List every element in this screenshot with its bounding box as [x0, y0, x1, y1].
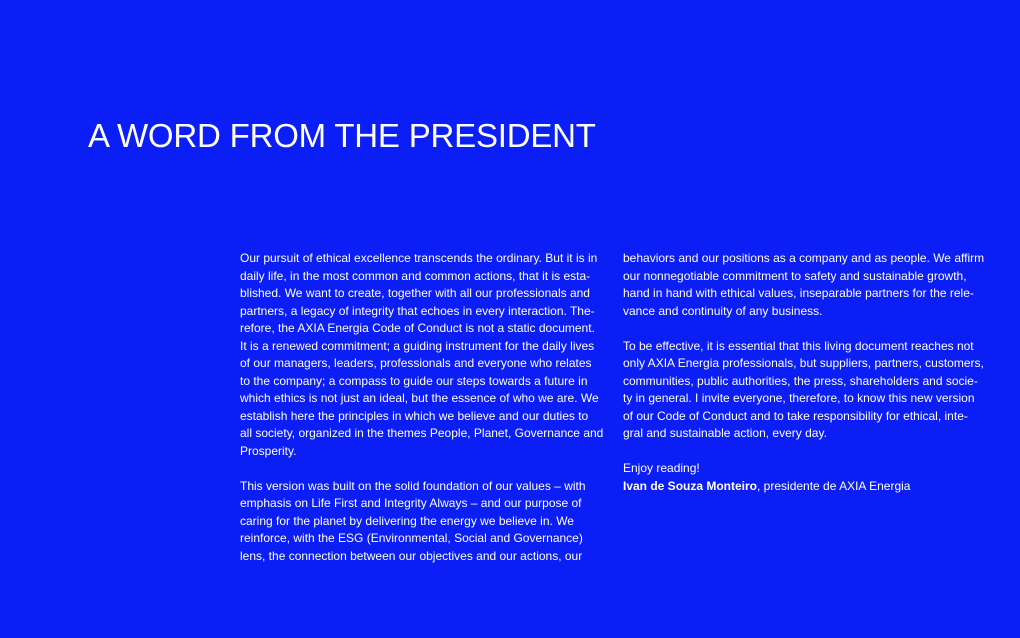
closing-line: Enjoy reading!	[623, 461, 700, 475]
text-line: This version was built on the solid foundation of our values – with	[240, 478, 586, 493]
text-line: which ethics is not just an ideal, but the essence of who we are. We	[240, 391, 599, 405]
closing-block	[623, 460, 978, 495]
text-line: lens, the connection between our objectives and our actions, our	[240, 548, 583, 563]
text-line: reinforce, with the ESG (Environmental, Social and Governance)	[240, 531, 583, 545]
text-line: To be effective, it is essential that this living document reaches not	[623, 338, 974, 353]
text-line: of our managers, leaders, professionals and everyone who relates	[240, 356, 592, 370]
page-title: A WORD FROM THE PRESIDENT	[88, 117, 596, 154]
text-line: to the company; a compass to guide our steps towards a future in	[240, 373, 588, 388]
text-line: behaviors and our positions as a company and as people. We affirm	[623, 251, 985, 265]
text-line: blished. We want to create, together with all our professionals and	[240, 286, 590, 300]
text-line: ty in general. I invite everyone, therefore, to know this new version	[623, 391, 975, 405]
paragraph-values	[240, 478, 595, 566]
text-line: our nonnegotiable commitment to safety and sustainable growth,	[623, 268, 967, 283]
paragraph-intro	[240, 250, 604, 460]
right-text-column	[623, 250, 985, 495]
text-line: Our pursuit of ethical excellence transcends the ordinary. But it is in	[240, 251, 598, 265]
text-line: partners, a legacy of integrity that echoes in every interaction. The-	[240, 303, 595, 318]
text-line: gral and sustainable action, every day.	[623, 426, 827, 440]
text-line: refore, the AXIA Energia Code of Conduct is not a static document.	[240, 321, 595, 335]
text-line: of our Code of Conduct and to take responsibility for ethical, inte-	[623, 408, 968, 423]
signature-role: , presidente de AXIA Energia	[757, 478, 911, 493]
text-line: caring for the planet by delivering the energy we believe in. We	[240, 513, 574, 528]
text-line: Prosperity.	[240, 443, 297, 458]
text-line: all society, organized in the themes People, Planet, Governance and	[240, 426, 604, 440]
paragraph-invitation	[623, 338, 984, 443]
text-line: emphasis on Life First and Integrity Always – and our purpose of	[240, 496, 582, 510]
text-line: vance and continuity of any business.	[623, 303, 823, 318]
paragraph-commitment	[623, 250, 985, 320]
text-line: establish here the principles in which we believe and our duties to	[240, 408, 589, 423]
text-line: only AXIA Energia professionals, but suppliers, partners, customers,	[623, 356, 984, 370]
signature-name: Ivan de Souza Monteiro	[623, 478, 758, 493]
text-line: daily life, in the most common and common actions, that it is esta-	[240, 268, 591, 283]
text-line: hand in hand with ethical values, inseparable partners for the rele-	[623, 286, 974, 300]
signature-line	[623, 478, 978, 496]
text-line: It is a renewed commitment; a guiding instrument for the daily lives	[240, 338, 595, 353]
left-text-column	[240, 250, 604, 565]
text-line: communities, public authorities, the press, shareholders and socie-	[623, 373, 978, 388]
